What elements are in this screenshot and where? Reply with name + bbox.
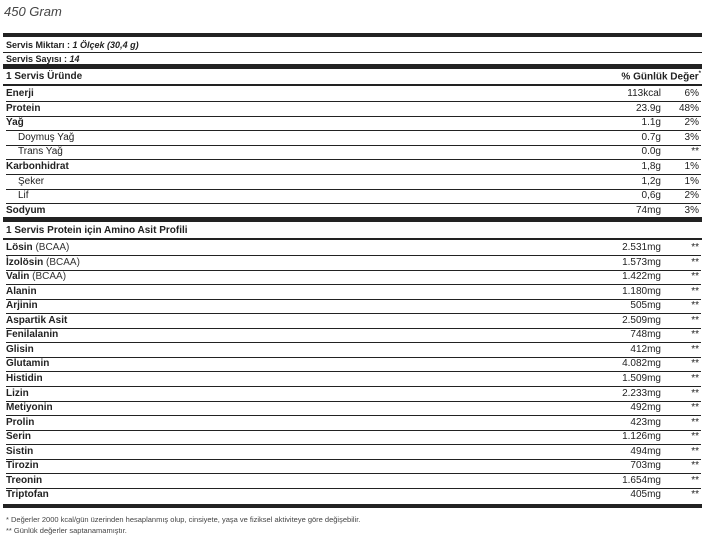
nutrition-row [6,189,701,204]
amino-acid-value: 423mg [630,416,661,428]
nutrient-label: Lif [18,190,29,202]
amino-acid-daily-value: ** [691,431,699,443]
nutrient-daily-value: 2% [684,117,699,129]
amino-acid-name: Alanin [6,285,37,297]
amino-acid-daily-value: ** [691,489,699,501]
amino-acid-daily-value: ** [691,329,699,341]
amino-acid-name: Glisin [6,343,34,355]
nutrient-daily-value: 3% [684,204,699,216]
amino-acid-value: 1.422mg [622,271,661,283]
amino-acid-daily-value: ** [691,460,699,472]
serving-count [6,54,80,64]
nutrition-row [6,175,701,190]
amino-acid-value: 492mg [630,402,661,414]
amino-acid-name: Tirozin [6,460,39,472]
amino-acid-name: Serin [6,431,32,443]
serving-count-label: Servis Sayısı : [6,54,70,64]
nutrient-value: 1,2g [641,175,661,187]
amino-acid-name: Triptofan [6,489,49,501]
nutrient-label: Sodyum [6,204,46,216]
amino-row [6,270,701,285]
nutrient-value: 1,8g [641,161,661,172]
amino-acid-name: Fenilalanin [6,329,59,341]
amino-acid-daily-value: ** [691,271,699,283]
amino-row [6,372,701,387]
serving-rule [3,52,702,53]
amino-acid-value: 2.531mg [622,242,661,253]
nutrition-header-left: 1 Servis Üründe [6,71,83,82]
nutrient-value: 0,6g [641,190,661,202]
daily-value-header-text: % Günlük Değer [621,71,699,83]
amino-acid-value: 4.082mg [622,358,661,370]
nutrition-header-rule [3,84,702,86]
serving-size-value: 1 Ölçek (30,4 g) [72,40,139,50]
nutrition-row [6,102,701,117]
nutrient-label: Yağ [6,117,24,129]
amino-acid-value: 703mg [630,460,661,472]
nutrient-label: Doymuş Yağ [18,131,75,143]
bcaa-tag: (BCAA) [35,242,70,253]
amino-header: 1 Servis Protein için Amino Asit Profili [6,225,188,236]
amino-acid-name: Treonin [6,474,43,486]
amino-acid-daily-value: ** [691,416,699,428]
amino-acid-value: 1.180mg [622,285,661,297]
nutrient-value: 0.7g [641,131,661,143]
amino-acid-daily-value: ** [691,343,699,355]
amino-row [6,445,701,460]
daily-value-header-mark: * [698,71,701,77]
amino-row [6,430,701,445]
nutrient-daily-value: 2% [684,190,699,202]
nutrient-value: 0.0g [641,146,661,158]
amino-row [6,256,701,271]
amino-acid-daily-value: ** [691,300,699,312]
amino-acid-value: 1.654mg [622,474,661,486]
nutrition-row [6,87,701,102]
bcaa-tag: (BCAA) [32,271,67,283]
serving-size-label: Servis Miktarı : [6,40,73,50]
nutrition-row [6,145,701,160]
amino-acid-value: 2.233mg [622,387,661,399]
nutrient-daily-value: 3% [684,131,699,143]
nutrient-daily-value: 6% [684,88,699,99]
amino-acid-daily-value: ** [691,445,699,457]
amino-row [6,314,701,329]
amino-acid-value: 2.509mg [622,314,661,326]
amino-acid-value: 1.126mg [622,431,661,443]
amino-acid-daily-value: ** [691,372,699,384]
amino-acid-daily-value: ** [691,285,699,297]
amino-row [6,299,701,314]
amino-acid-name: Metiyonin [6,402,53,414]
amino-acid-name: Lizin [6,387,29,399]
nutrient-daily-value: 1% [684,175,699,187]
nutrient-value: 74mg [635,204,661,216]
serving-count-value: 14 [69,54,80,64]
amino-acid-daily-value: ** [691,256,699,268]
nutrition-header [6,71,701,82]
amino-header-rule [3,238,702,240]
amino-acid-name: Glutamin [6,358,50,370]
amino-acid-name: İzolösin [6,256,44,268]
bcaa-tag: (BCAA) [46,256,80,268]
amino-acid-value: 405mg [630,489,661,501]
amino-acid-value: 505mg [630,300,661,312]
nutrition-row [6,160,701,175]
top-thick-rule [3,33,702,37]
bottom-thick-rule [3,504,702,508]
amino-row [6,474,701,489]
amino-row [6,459,701,474]
amino-acid-value: 1.573mg [622,256,661,268]
amino-row [6,387,701,402]
amino-row [6,343,701,358]
amino-acid-value: 494mg [630,445,661,457]
nutrition-row [6,204,701,218]
nutrient-value: 23.9g [635,102,661,114]
nutrient-label: Enerji [6,88,34,99]
amino-acid-name: Arjinin [6,300,38,312]
amino-acid-daily-value: ** [691,242,699,253]
amino-acid-value: 748mg [630,329,661,341]
amino-row [6,357,701,372]
amino-acid-value: 1.509mg [622,372,661,384]
nutrition-row [6,116,701,131]
nutrient-daily-value: 48% [678,102,699,114]
amino-acid-daily-value: ** [691,358,699,370]
footnote-2: ** Günlük değerler saptanamamıştır. [6,526,127,535]
amino-acid-daily-value: ** [691,474,699,486]
amino-acid-name: Prolin [6,416,35,428]
amino-acid-name: Sistin [6,445,34,457]
nutrient-daily-value: 1% [684,161,699,172]
daily-value-header [621,71,701,82]
footnote-1: * Değerler 2000 kcal/gün üzerinden hesaplanmış olup, cinsiyete, yaşa ve fiziksel aktiviteye göre değişebilir. [6,515,361,524]
amino-acid-name: Lösin [6,242,33,253]
amino-acid-name: Valin [6,271,30,283]
amino-row [6,488,701,502]
nutrient-label: Karbonhidrat [6,161,69,172]
nutrient-daily-value: ** [691,146,699,158]
amino-row [6,285,701,300]
nutrient-value: 113kcal [627,88,661,99]
nutrient-label: Trans Yağ [18,146,63,158]
nutrition-row [6,131,701,146]
serving-thick-rule [3,64,702,69]
amino-acid-daily-value: ** [691,402,699,414]
amino-row [6,328,701,343]
amino-acid-value: 412mg [630,343,661,355]
amino-row [6,401,701,416]
amino-row [6,416,701,431]
nutrient-value: 1.1g [641,117,661,129]
serving-size [6,40,139,50]
nutrient-label: Şeker [18,175,45,187]
amino-thick-rule [3,217,702,222]
amino-acid-daily-value: ** [691,387,699,399]
amino-acid-name: Histidin [6,372,43,384]
product-weight-title: 450 Gram [4,4,62,19]
amino-row [6,241,701,256]
nutrient-label: Protein [6,102,41,114]
amino-acid-name: Aspartik Asit [6,314,68,326]
amino-acid-daily-value: ** [691,314,699,326]
